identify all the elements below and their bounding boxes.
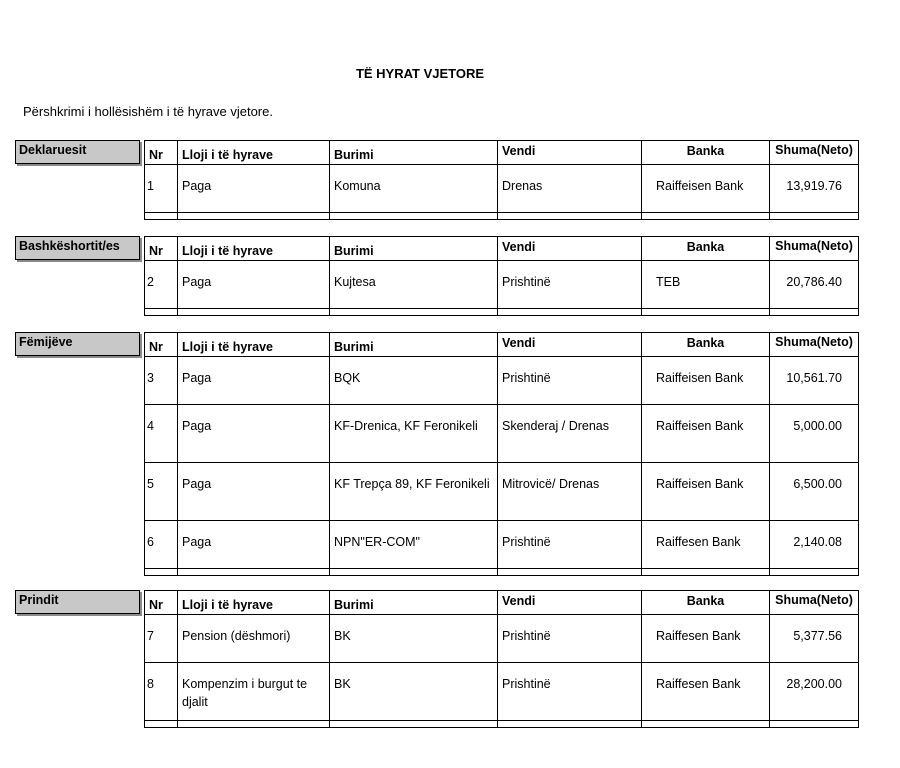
- cell-nr: 4: [145, 405, 178, 463]
- spacer-cell: [770, 309, 859, 316]
- header-income-type: Lloji i të hyrave: [178, 591, 330, 615]
- cell-nr: 5: [145, 463, 178, 521]
- table-header-row: [145, 141, 859, 165]
- spacer-cell: [330, 213, 498, 220]
- table-header-row: [145, 591, 859, 615]
- cell-amount: 20,786.40: [770, 261, 859, 309]
- table-spacer-row: [145, 213, 859, 220]
- cell-bank: Raiffeisen Bank: [642, 405, 770, 463]
- spacer-cell: [178, 213, 330, 220]
- cell-source: NPN"ER-COM": [330, 521, 498, 569]
- header-place: Vendi: [498, 141, 642, 165]
- cell-income-type: Pension (dëshmori): [178, 615, 330, 663]
- spacer-cell: [330, 721, 498, 728]
- cell-income-type: Paga: [178, 463, 330, 521]
- table-row: [145, 405, 859, 463]
- spacer-cell: [498, 721, 642, 728]
- spacer-cell: [178, 309, 330, 316]
- header-nr: Nr: [145, 591, 178, 615]
- header-amount: Shuma(Neto): [770, 591, 859, 615]
- cell-amount: 28,200.00: [770, 663, 859, 721]
- page-title: TË HYRAT VJETORE: [355, 66, 485, 81]
- cell-nr: 7: [145, 615, 178, 663]
- header-bank: Banka: [642, 237, 770, 261]
- header-income-type: Lloji i të hyrave: [178, 141, 330, 165]
- spacer-cell: [770, 569, 859, 576]
- header-amount: Shuma(Neto): [770, 333, 859, 357]
- cell-amount: 2,140.08: [770, 521, 859, 569]
- spacer-cell: [145, 721, 178, 728]
- header-nr: Nr: [145, 237, 178, 261]
- spacer-cell: [498, 309, 642, 316]
- cell-bank: Raiffesen Bank: [642, 615, 770, 663]
- income-table: [144, 236, 859, 316]
- table-row: [145, 261, 859, 309]
- table-row: [145, 663, 859, 721]
- cell-bank: Raiffeisen Bank: [642, 357, 770, 405]
- header-bank: Banka: [642, 141, 770, 165]
- cell-place: Drenas: [498, 165, 642, 213]
- spacer-cell: [770, 721, 859, 728]
- cell-bank: Raiffesen Bank: [642, 663, 770, 721]
- cell-source: KF-Drenica, KF Feronikeli: [330, 405, 498, 463]
- header-source: Burimi: [330, 141, 498, 165]
- cell-amount: 6,500.00: [770, 463, 859, 521]
- header-nr: Nr: [145, 141, 178, 165]
- income-table: [144, 590, 859, 728]
- cell-income-type: Paga: [178, 405, 330, 463]
- spacer-cell: [145, 213, 178, 220]
- table-spacer-row: [145, 309, 859, 316]
- cell-bank: TEB: [642, 261, 770, 309]
- spacer-cell: [178, 721, 330, 728]
- cell-bank: Raiffeisen Bank: [642, 463, 770, 521]
- cell-source: BK: [330, 615, 498, 663]
- table-row: [145, 357, 859, 405]
- table-header-row: [145, 333, 859, 357]
- header-bank: Banka: [642, 333, 770, 357]
- header-nr: Nr: [145, 333, 178, 357]
- cell-place: Skenderaj / Drenas: [498, 405, 642, 463]
- cell-nr: 6: [145, 521, 178, 569]
- cell-income-type: Kompenzim i burgut te djalit: [178, 663, 330, 721]
- cell-nr: 1: [145, 165, 178, 213]
- header-amount: Shuma(Neto): [770, 141, 859, 165]
- cell-place: Prishtinë: [498, 521, 642, 569]
- cell-place: Prishtinë: [498, 615, 642, 663]
- cell-place: Prishtinë: [498, 357, 642, 405]
- header-income-type: Lloji i të hyrave: [178, 333, 330, 357]
- income-table: [144, 140, 859, 220]
- page-subtitle: Përshkrimi i hollësishëm i të hyrave vjetore.: [23, 104, 273, 119]
- cell-income-type: Paga: [178, 165, 330, 213]
- header-amount: Shuma(Neto): [770, 237, 859, 261]
- table-spacer-row: [145, 721, 859, 728]
- cell-place: Prishtinë: [498, 663, 642, 721]
- cell-place: Prishtinë: [498, 261, 642, 309]
- table-row: [145, 521, 859, 569]
- header-bank: Banka: [642, 591, 770, 615]
- cell-amount: 5,000.00: [770, 405, 859, 463]
- spacer-cell: [642, 309, 770, 316]
- header-source: Burimi: [330, 237, 498, 261]
- spacer-cell: [642, 721, 770, 728]
- table-row: [145, 615, 859, 663]
- header-place: Vendi: [498, 333, 642, 357]
- cell-amount: 5,377.56: [770, 615, 859, 663]
- spacer-cell: [145, 309, 178, 316]
- cell-place: Mitrovicë/ Drenas: [498, 463, 642, 521]
- spacer-cell: [330, 569, 498, 576]
- spacer-cell: [498, 569, 642, 576]
- spacer-cell: [642, 569, 770, 576]
- cell-amount: 10,561.70: [770, 357, 859, 405]
- cell-source: BQK: [330, 357, 498, 405]
- cell-source: Komuna: [330, 165, 498, 213]
- header-place: Vendi: [498, 591, 642, 615]
- spacer-cell: [178, 569, 330, 576]
- cell-source: Kujtesa: [330, 261, 498, 309]
- header-place: Vendi: [498, 237, 642, 261]
- cell-income-type: Paga: [178, 521, 330, 569]
- cell-source: BK: [330, 663, 498, 721]
- section-label: Prindit: [15, 590, 140, 614]
- table-row: [145, 165, 859, 213]
- spacer-cell: [770, 213, 859, 220]
- cell-income-type: Paga: [178, 357, 330, 405]
- section-label: Deklaruesit: [15, 140, 140, 164]
- cell-nr: 8: [145, 663, 178, 721]
- cell-nr: 3: [145, 357, 178, 405]
- spacer-cell: [498, 213, 642, 220]
- spacer-cell: [642, 213, 770, 220]
- section-label: Bashkëshortit/es: [15, 236, 140, 260]
- income-table: [144, 332, 859, 576]
- cell-source: KF Trepça 89, KF Feronikeli: [330, 463, 498, 521]
- cell-bank: Raiffesen Bank: [642, 521, 770, 569]
- table-header-row: [145, 237, 859, 261]
- header-income-type: Lloji i të hyrave: [178, 237, 330, 261]
- cell-bank: Raiffeisen Bank: [642, 165, 770, 213]
- cell-nr: 2: [145, 261, 178, 309]
- table-spacer-row: [145, 569, 859, 576]
- section-label: Fëmijëve: [15, 332, 140, 356]
- spacer-cell: [145, 569, 178, 576]
- header-source: Burimi: [330, 591, 498, 615]
- cell-income-type: Paga: [178, 261, 330, 309]
- spacer-cell: [330, 309, 498, 316]
- cell-amount: 13,919.76: [770, 165, 859, 213]
- header-source: Burimi: [330, 333, 498, 357]
- table-row: [145, 463, 859, 521]
